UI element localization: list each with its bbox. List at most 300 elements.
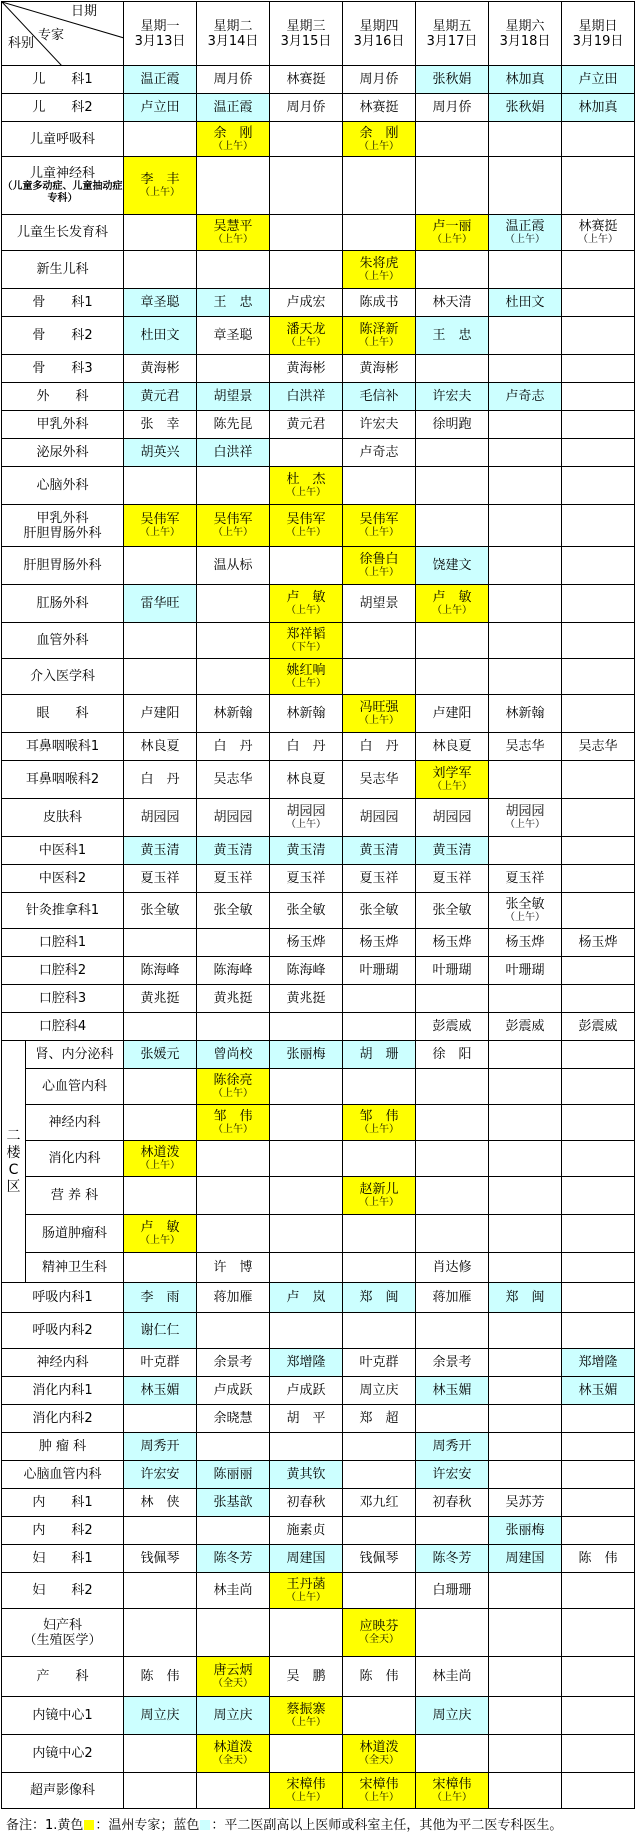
doctor-name: 章圣聪 [140,295,180,310]
schedule-cell [416,1545,489,1573]
schedule-cell [343,355,416,383]
department-cell [2,467,124,505]
department-name: 口腔科4 [38,1019,87,1034]
schedule-cell [270,799,343,837]
schedule-cell [197,659,270,695]
schedule-cell [343,289,416,317]
schedule-cell [124,383,197,411]
table-row [2,547,635,585]
department-cell [2,695,124,733]
table-row [2,251,635,289]
schedule-cell [197,1517,270,1545]
doctor-name: 邓九红 [359,1495,399,1510]
session-time: （上午） [286,527,326,538]
department-cell [2,66,124,94]
schedule-cell [343,1609,416,1657]
schedule-cell [343,66,416,94]
schedule-cell [562,1069,635,1105]
schedule-cell [416,1349,489,1377]
schedule-cell [343,1405,416,1433]
schedule-cell [416,837,489,865]
schedule-cell [489,1405,562,1433]
table-row [2,1517,635,1545]
table-row [2,467,635,505]
doctor-name: 黄兆挺 [213,991,253,1006]
department-name: 消化内科2 [32,1411,93,1426]
doctor-name: 杜 杰 [286,472,326,487]
schedule-cell [562,1177,635,1215]
schedule-cell [489,157,562,215]
table-row [2,1461,635,1489]
schedule-cell [562,1517,635,1545]
doctor-name: 夏玉祥 [359,871,399,886]
schedule-cell [124,1215,197,1253]
session-time: （全天） [213,1755,253,1766]
doctor-name: 余景考 [213,1355,253,1370]
doctor-name: 黄兆挺 [286,991,326,1006]
schedule-cell [562,1283,635,1313]
doctor-name: 林道泼 [213,1740,253,1755]
schedule-cell [489,799,562,837]
schedule-cell [270,1735,343,1773]
schedule-cell [124,799,197,837]
schedule-cell [197,1105,270,1141]
schedule-cell [343,1013,416,1041]
day-header [343,2,416,66]
department-cell [2,1433,124,1461]
schedule-cell [197,733,270,761]
day-header [416,2,489,66]
doctor-name: 张 幸 [140,417,180,432]
schedule-cell [124,865,197,893]
session-time: （上午） [359,1124,399,1135]
table-row [2,1377,635,1405]
doctor-name: 吴志华 [359,772,399,787]
schedule-cell [124,1517,197,1545]
doctor-name: 张丽梅 [505,1523,545,1538]
schedule-cell [124,1657,197,1697]
doctor-name: 杨玉烨 [578,935,618,950]
doctor-name: 饶建文 [432,558,472,573]
doctor-name: 吴伟军 [286,512,326,527]
schedule-cell [197,215,270,251]
schedule-cell [416,623,489,659]
department-cell [2,1313,124,1349]
department-name: 眼 科 [36,706,89,721]
schedule-cell [197,1215,270,1253]
schedule-cell [562,799,635,837]
schedule-cell [489,1735,562,1773]
schedule-body [2,66,635,1809]
department-cell [2,865,124,893]
schedule-cell [562,411,635,439]
doctor-name: 胡园园 [359,810,399,825]
doctor-name: 黄玉清 [432,843,472,858]
department-cell [26,1041,124,1069]
table-row [2,1253,635,1283]
schedule-cell [270,383,343,411]
schedule-cell [416,695,489,733]
schedule-cell [489,1313,562,1349]
day-date: 3月19日 [572,33,624,49]
doctor-name: 林赛挺 [359,100,399,115]
doctor-name: 夏玉祥 [213,871,253,886]
schedule-cell [124,623,197,659]
schedule-cell [416,66,489,94]
doctor-name: 周月侨 [213,72,253,87]
doctor-name: 冯旺强 [359,700,399,715]
doctor-name: 陈 伟 [359,1669,399,1684]
session-time: （上午） [359,271,399,282]
schedule-cell [270,1313,343,1349]
schedule-cell [270,439,343,467]
table-row [2,837,635,865]
table-row [2,215,635,251]
schedule-cell [343,1377,416,1405]
session-time: （上午） [286,337,326,348]
doctor-name: 张媛元 [140,1047,180,1062]
day-date: 3月15日 [280,33,332,49]
doctor-name: 陈丽丽 [213,1467,253,1482]
doctor-name: 张全敏 [505,897,545,912]
department-name: （生殖医学） [23,1632,102,1648]
schedule-cell [270,1405,343,1433]
department-name: 甲乳外科 [36,417,89,432]
department-name: 心脑外科 [36,478,89,493]
schedule-cell [197,1697,270,1735]
department-cell [2,383,124,411]
department-cell [26,1105,124,1141]
doctor-name: 应映芬 [359,1619,399,1634]
schedule-cell [197,1573,270,1609]
department-cell [2,317,124,355]
corner-header [2,2,124,66]
doctor-name: 黄玉清 [140,843,180,858]
doctor-name: 姚红响 [286,663,326,678]
schedule-cell [562,505,635,547]
schedule-cell [343,122,416,157]
department-name: 新生儿科 [36,262,89,277]
day-name: 星期日 [578,18,618,34]
doctor-name: 谢仁仁 [140,1323,180,1338]
table-row [2,929,635,957]
day-date: 3月14日 [207,33,259,49]
schedule-cell [124,1283,197,1313]
doctor-name: 黄玉清 [359,843,399,858]
schedule-cell [489,585,562,623]
schedule-cell [124,1697,197,1735]
department-name: 内镜中心1 [32,1708,93,1723]
department-cell [2,94,124,122]
table-row [2,1405,635,1433]
doctor-name: 林新翰 [505,706,545,721]
schedule-cell [343,623,416,659]
schedule-cell [562,467,635,505]
table-row [2,1313,635,1349]
department-cell [2,1609,124,1657]
doctor-name: 潘天龙 [286,322,326,337]
table-row [2,1773,635,1809]
schedule-cell [197,1461,270,1489]
session-time: （上午） [213,1124,253,1135]
doctor-name: 叶克群 [140,1355,180,1370]
department-cell [2,1773,124,1809]
department-cell [26,1177,124,1215]
schedule-cell [343,1517,416,1545]
header-date-label: 日期 [70,4,97,19]
doctor-name: 卢成跃 [213,1383,253,1398]
doctor-name: 陈泽新 [359,322,399,337]
schedule-cell [416,957,489,985]
schedule-cell [562,122,635,157]
schedule-cell [197,893,270,929]
department-cell [2,1657,124,1697]
department-name: 妇 科1 [32,1551,93,1566]
department-name: 耳鼻咽喉科1 [25,739,100,754]
doctor-name: 林道泼 [359,1740,399,1755]
schedule-cell [489,837,562,865]
doctor-name: 林良夏 [286,772,326,787]
schedule-cell [489,1105,562,1141]
doctor-name: 蔡振寨 [286,1702,326,1717]
schedule-cell [416,1489,489,1517]
doctor-name: 张基歆 [213,1495,253,1510]
schedule-cell [270,1013,343,1041]
doctor-name: 胡园园 [432,810,472,825]
table-row [2,1041,635,1069]
doctor-name: 周月侨 [359,72,399,87]
department-name: 产 科 [36,1669,89,1684]
table-row [2,383,635,411]
doctor-name: 余 刚 [359,125,399,141]
session-time: （上午） [213,234,253,245]
schedule-cell [197,929,270,957]
schedule-cell [343,585,416,623]
doctor-name: 白 丹 [213,739,253,754]
schedule-cell [197,1545,270,1573]
doctor-name: 许宏安 [432,1467,472,1482]
department-name: 中医科2 [38,871,87,886]
schedule-cell [416,411,489,439]
schedule-cell [343,1253,416,1283]
schedule-cell [197,1773,270,1809]
day-name: 星期三 [286,18,326,34]
schedule-cell [343,733,416,761]
department-cell [2,1697,124,1735]
schedule-cell [416,1105,489,1141]
doctor-name: 陈成书 [359,295,399,310]
doctor-name: 黄海彬 [140,361,180,376]
doctor-name: 曾尚校 [213,1047,253,1062]
header-expert-label: 专家 [38,28,65,43]
schedule-cell [124,761,197,799]
schedule-cell [197,122,270,157]
schedule-cell [343,1349,416,1377]
doctor-name: 周立庆 [213,1708,253,1723]
doctor-name: 郑增隆 [578,1355,618,1370]
session-time: （上午） [505,234,545,245]
schedule-cell [270,1105,343,1141]
schedule-cell [124,585,197,623]
schedule-cell [197,1313,270,1349]
department-name: 针灸推拿科1 [25,903,100,918]
doctor-name: 杨玉烨 [505,935,545,950]
department-cell [26,1215,124,1253]
day-name: 星期二 [213,18,253,34]
schedule-cell [270,1573,343,1609]
table-row [2,623,635,659]
table-row [2,66,635,94]
department-cell [2,985,124,1013]
schedule-cell [489,893,562,929]
department-cell [2,1573,124,1609]
schedule-cell [124,1461,197,1489]
schedule-cell [343,1433,416,1461]
day-date: 3月18日 [499,33,551,49]
schedule-cell [416,505,489,547]
doctor-name: 宋樟伟 [432,1777,472,1792]
schedule-cell [343,1283,416,1313]
schedule-cell [270,317,343,355]
department-name: 中医科1 [38,843,87,858]
table-row [2,1573,635,1609]
department-cell [2,157,124,215]
schedule-cell [562,659,635,695]
schedule-cell [562,94,635,122]
schedule-cell [489,289,562,317]
doctor-name: 吴伟军 [213,512,253,527]
doctor-name: 王丹菡 [286,1577,326,1592]
doctor-name: 林 侠 [140,1495,180,1510]
doctor-name: 黄玉清 [286,843,326,858]
schedule-cell [416,1461,489,1489]
schedule-cell [124,1735,197,1773]
schedule-cell [124,1433,197,1461]
department-cell [2,1405,124,1433]
session-time: （上午） [140,1235,180,1246]
doctor-name: 初春秋 [432,1495,472,1510]
schedule-cell [562,761,635,799]
schedule-cell [343,1105,416,1141]
doctor-name: 钱佩琴 [359,1551,399,1566]
doctor-name: 周月侨 [432,100,472,115]
doctor-name: 卢立田 [140,100,180,115]
department-cell [2,1489,124,1517]
schedule-cell [197,1349,270,1377]
doctor-name: 白洪祥 [213,445,253,460]
doctor-name: 郑 闽 [505,1290,545,1305]
department-name: 骨 科2 [32,328,93,343]
session-time: （上午） [213,140,253,152]
schedule-cell [343,1041,416,1069]
schedule-cell [124,1313,197,1349]
table-row [2,893,635,929]
doctor-name: 陈冬芳 [213,1551,253,1566]
schedule-cell [562,733,635,761]
doctor-name: 李 雨 [140,1290,180,1305]
schedule-cell [343,957,416,985]
schedule-cell [270,1697,343,1735]
schedule-cell [562,985,635,1013]
doctor-name: 叶珊瑚 [359,963,399,978]
schedule-cell [489,1069,562,1105]
doctor-name: 夏玉祥 [286,871,326,886]
doctor-name: 胡望景 [213,389,253,404]
schedule-cell [562,623,635,659]
schedule-cell [562,1433,635,1461]
session-time: （全天） [359,1755,399,1766]
footnote-prefix: 备注：1.黄色 [6,1818,84,1833]
schedule-cell [343,1573,416,1609]
footnote-mid: ：温州专家；蓝色 [95,1818,200,1833]
schedule-cell [343,439,416,467]
schedule-cell [562,1609,635,1657]
doctor-name: 周建国 [286,1551,326,1566]
schedule-cell [343,215,416,251]
doctor-name: 卢一丽 [432,219,472,234]
schedule-cell [197,355,270,383]
department-name: 肝胆胃肠外科 [23,525,102,541]
doctor-name: 胡 珊 [359,1047,399,1062]
department-note: （儿童多动症、儿童抽动症专科） [2,181,123,204]
doctor-name: 白 丹 [286,739,326,754]
schedule-cell [343,1141,416,1177]
schedule-cell [124,289,197,317]
schedule-cell [489,1215,562,1253]
schedule-cell [197,585,270,623]
schedule-cell [416,467,489,505]
doctor-name: 夏玉祥 [505,871,545,886]
doctor-name: 赵新儿 [359,1182,399,1197]
schedule-cell [416,1377,489,1405]
schedule-cell [489,505,562,547]
session-time: （上午） [213,1088,253,1099]
schedule-cell [343,317,416,355]
doctor-name: 杜田文 [140,328,180,343]
schedule-cell [562,251,635,289]
day-name: 星期六 [505,18,545,34]
doctor-name: 许宏安 [140,1467,180,1482]
doctor-name: 温正霞 [505,219,545,234]
schedule-cell [489,317,562,355]
schedule-cell [270,355,343,383]
doctor-name: 毛信补 [359,389,399,404]
department-name: 神经内科 [36,1355,89,1370]
department-name: 皮肤科 [42,810,82,825]
department-name: 呼吸内科2 [32,1323,93,1338]
schedule-cell [489,1041,562,1069]
department-cell [2,505,124,547]
department-name: 精神卫生科 [41,1260,107,1275]
session-time: （下午） [286,642,326,653]
schedule-cell [416,547,489,585]
doctor-name: 叶珊瑚 [505,963,545,978]
schedule-cell [489,1697,562,1735]
schedule-cell [343,1735,416,1773]
doctor-name: 林新翰 [286,706,326,721]
schedule-cell [270,411,343,439]
schedule-cell [489,623,562,659]
schedule-cell [197,1433,270,1461]
schedule-cell [416,893,489,929]
session-time: （上午） [359,337,399,348]
doctor-name: 卢奇志 [505,389,545,404]
schedule-cell [416,1283,489,1313]
doctor-name: 黄海彬 [286,361,326,376]
schedule-cell [197,865,270,893]
schedule-cell [343,837,416,865]
schedule-cell [562,1697,635,1735]
